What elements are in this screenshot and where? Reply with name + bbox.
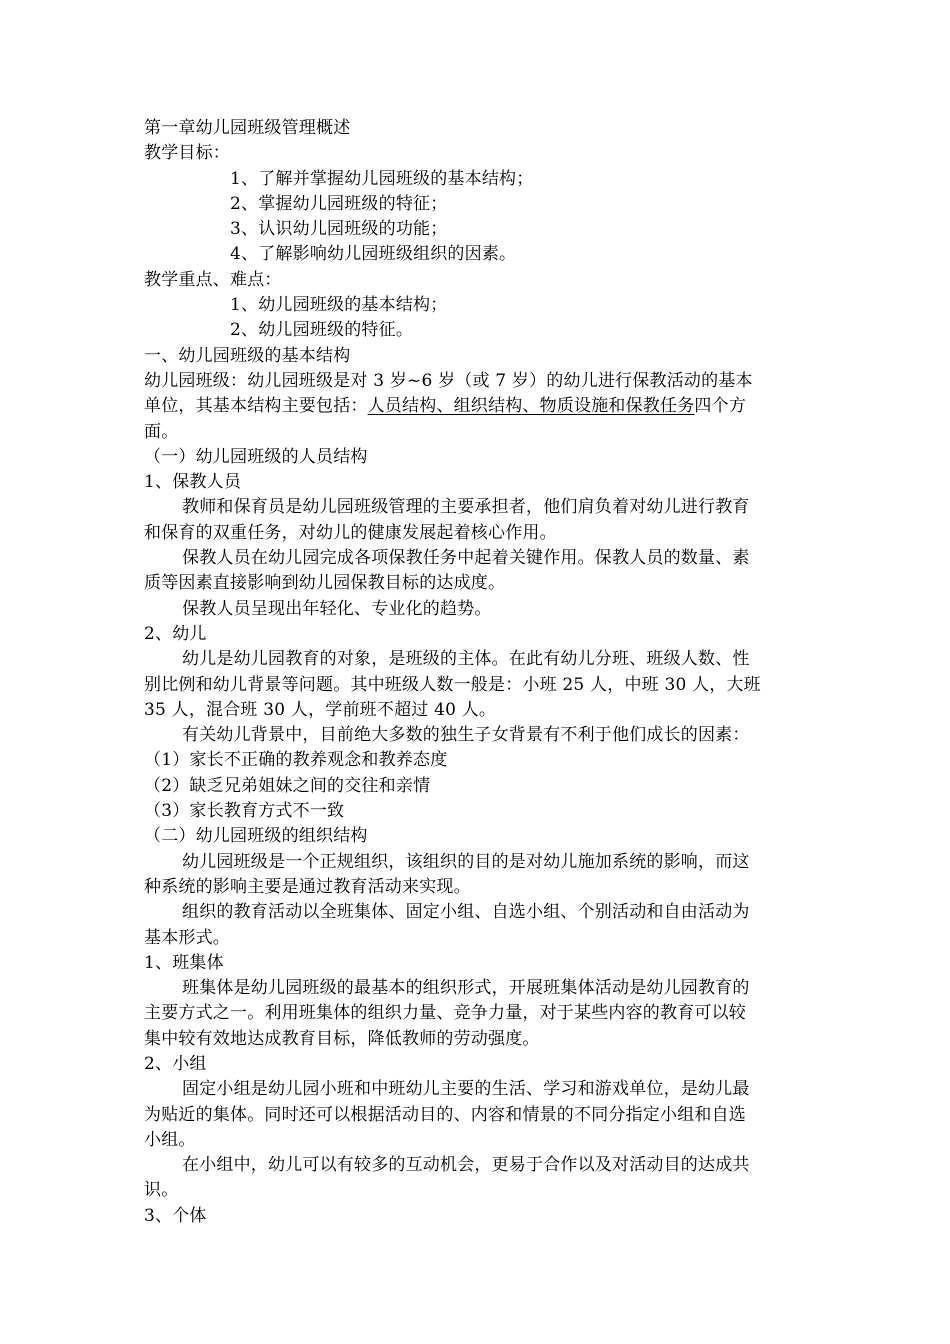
paragraph-line: 保教人员在幼儿园完成各项保教任务中起着关键作用。保教人员的数量、素 — [182, 548, 750, 569]
definition-line — [144, 394, 809, 419]
paragraph-line: 教师和保育员是幼儿园班级管理的主要承担者，他们肩负着对幼儿进行教育 — [182, 497, 750, 518]
paragraph-line: 固定小组是幼儿园小班和中班幼儿主要的生活、学习和游戏单位，是幼儿最 — [182, 1079, 750, 1100]
paragraph-line: 在小组中，幼儿可以有较多的互动机会，更易于合作以及对活动目的达成共 — [182, 1155, 750, 1176]
paragraph-line: 为贴近的集体。同时还可以根据活动目的、内容和情景的不同分指定小组和自选 — [144, 1104, 746, 1125]
paragraph-line: 有关幼儿背景中，目前绝大多数的独生子女背景有不利于他们成长的因素： — [182, 725, 750, 746]
objective-item: 3、认识幼儿园班级的功能； — [230, 219, 448, 240]
item-heading: 3、个体 — [144, 1205, 207, 1226]
item-heading: 2、幼儿 — [144, 623, 207, 644]
underlined-key-terms: 人员结构、组织结构、物质设施和保教任务 — [367, 396, 695, 417]
chapter-title: 第一章幼儿园班级管理概述 — [144, 118, 351, 138]
factor-item: （3）家长教育方式不一致 — [144, 801, 345, 822]
item-heading: 1、班集体 — [144, 952, 224, 973]
paragraph-line: 幼儿是幼儿园教育的对象，是班级的主体。在此有幼儿分班、班级人数、性 — [182, 649, 750, 670]
paragraph-line: 集中较有效地达成教育目标，降低教师的劳动强度。 — [144, 1028, 540, 1049]
objective-item: 2、掌握幼儿园班级的特征； — [230, 193, 448, 214]
paragraph-line: 保教人员呈现出年轻化、专业化的趋势。 — [182, 598, 492, 619]
subsection-heading: （一）幼儿园班级的人员结构 — [144, 446, 368, 467]
section1-heading: 一、幼儿园班级的基本结构 — [144, 345, 351, 366]
factor-item: （1）家长不正确的教养观念和教养态度 — [144, 750, 448, 771]
paragraph-line: 质等因素直接影响到幼儿园保教目标的达成度。 — [144, 573, 506, 594]
keypoints-heading: 教学重点、难点： — [144, 269, 282, 290]
paragraph-line: 和保育的双重任务，对幼儿的健康发展起着核心作用。 — [144, 522, 557, 543]
paragraph-line: 班集体是幼儿园班级的最基本的组织形式，开展班集体活动是幼儿园教育的 — [182, 978, 750, 999]
subsection-heading: （二）幼儿园班级的组织结构 — [144, 826, 368, 847]
item-heading: 1、保教人员 — [144, 472, 242, 493]
paragraph-line: 幼儿园班级是一个正规组织，该组织的目的是对幼儿施加系统的影响，而这 — [182, 851, 750, 872]
item-heading: 2、小组 — [144, 1053, 207, 1074]
objective-item: 1、了解并掌握幼儿园班级的基本结构； — [230, 168, 534, 189]
paragraph-line: 种系统的影响主要是通过教育活动来实现。 — [144, 876, 471, 897]
objective-item: 4、了解影响幼儿园班级组织的因素。 — [230, 244, 517, 265]
definition-text: 单位，其基本结构主要包括： — [144, 396, 368, 417]
document-page — [144, 116, 809, 1229]
paragraph-line: 识。 — [144, 1180, 179, 1201]
definition-text: 四个方 — [694, 396, 747, 417]
factor-item: （2）缺乏兄弟姐妹之间的交往和亲情 — [144, 775, 431, 796]
paragraph-line: 主要方式之一。利用班集体的组织力量、竞争力量，对于某些内容的教育可以较 — [144, 1003, 746, 1024]
paragraph-line: 组织的教育活动以全班集体、固定小组、自选小组、个别活动和自由活动为 — [182, 902, 750, 923]
keypoint-item: 2、幼儿园班级的特征。 — [230, 320, 414, 341]
definition-line: 幼儿园班级：幼儿园班级是对 3 岁~6 岁（或 7 岁）的幼儿进行保教活动的基本 — [144, 370, 753, 391]
paragraph-line: 小组。 — [144, 1129, 196, 1150]
keypoint-item: 1、幼儿园班级的基本结构； — [230, 295, 448, 316]
objectives-heading: 教学目标： — [144, 143, 230, 164]
paragraph-line: 基本形式。 — [144, 927, 230, 948]
definition-line: 面。 — [144, 421, 179, 442]
paragraph-line: 35 人，混合班 30 人，学前班不超过 40 人。 — [144, 699, 497, 720]
paragraph-line: 别比例和幼儿背景等问题。其中班级人数一般是：小班 25 人，中班 30 人，大班 — [144, 674, 761, 695]
